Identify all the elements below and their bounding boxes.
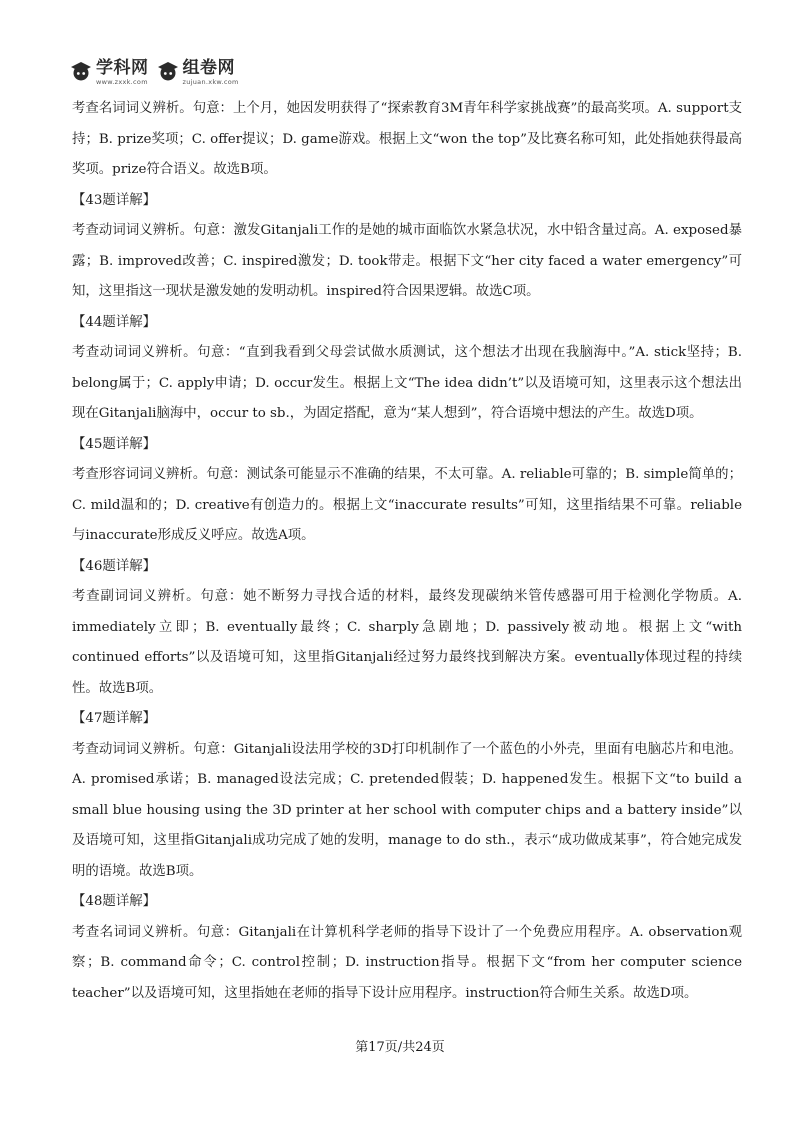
section-title-48: 【48题详解】 <box>72 894 156 909</box>
section-title-44: 【44题详解】 <box>72 314 156 330</box>
section-text-45: 考查形容词词义辨析。句意：测试条可能显示不准确的结果，不太可靠。A. reliable可靠的；B. simple简单的；C. mild温和的；D. creative有创造力的。根据上文“inaccurate results”可知，这里指结果不可靠。reliable与inaccurate形成反义呼应。故选A项。 <box>72 467 742 543</box>
page-number: 第17页/共24页 <box>355 1040 445 1055</box>
logo-name: 组卷网 <box>182 58 235 78</box>
intro-paragraph: 考查名词词义辨析。句意：上个月，她因发明获得了“探索教育3M青年科学家挑战赛”的最高奖项。A. support支持；B. prize奖项；C. offer提议；D. game游戏。根据上文“won the top”及比赛名称可知，此处指她获得最高奖项。prize符合语义。故选B项。 <box>72 101 742 177</box>
page-content <box>72 94 742 1009</box>
logo-url: zujuan.xkw.com <box>182 78 239 86</box>
section-title-43: 【43题详解】 <box>72 192 156 208</box>
page-header <box>70 58 370 92</box>
section-text-46: 考查副词词义辨析。句意：她不断努力寻找合适的材料，最终发现碳纳米管传感器可用于检测化学物质。A. immediately立即；B. eventually最终；C. sharply急剧地；D. passively被动地。根据上文“with continued efforts”以及语境可知，这里指Gitanjali经过努力最终找到解决方案。eventually体现过程的持续性。故选B项。 <box>72 589 742 696</box>
zujuanwang-logo[interactable] <box>157 58 239 86</box>
section-title-47: 【47题详解】 <box>72 711 156 726</box>
section-title-45: 【45题详解】 <box>72 436 156 452</box>
logo-url: www.zxxk.com <box>96 78 148 86</box>
section-text-47: 考查动词词义辨析。句意：Gitanjali设法用学校的3D打印机制作了一个蓝色的小外壳，里面有电脑芯片和电池。A. promised承诺；B. managed设法完成；C. pretended假装；D. happened发生。根据下文“to build a small blue housing using the 3D printer at her school with computer chips and a battery inside”以及语境可知，这里指Gitanjali成功完成了她的发明，manage to do sth.，表示“成功做成某事”，符合她完成发明的语境。故选B项。 <box>72 741 742 879</box>
graduate-cap-icon <box>70 60 92 82</box>
logo-name: 学科网 <box>96 58 149 78</box>
section-text-43: 考查动词词义辨析。句意：激发Gitanjali工作的是她的城市面临饮水紧急状况，水中铅含量过高。A. exposed暴露；B. improved改善；C. inspired激发；D. took带走。根据下文“her city faced a water emergency”可知，这里指这一现状是激发她的发明动机。inspired符合因果逻辑。故选C项。 <box>72 223 742 299</box>
section-title-46: 【46题详解】 <box>72 558 156 574</box>
section-text-48: 考查名词词义辨析。句意：Gitanjali在计算机科学老师的指导下设计了一个免费应用程序。A. observation观察；B. command命令；C. control控制；D. instruction指导。根据下文“from her computer science teacher”以及语境可知，这里指她在老师的指导下设计应用程序。instruction符合师生关系。故选D项。 <box>72 924 742 1001</box>
section-text-44: 考查动词词义辨析。句意：“直到我看到父母尝试做水质测试，这个想法才出现在我脑海中。”A. stick坚持；B. belong属于；C. apply申请；D. occur发生。根据上文“The idea didn’t”以及语境可知，这里表示这个想法出现在Gitanjali脑海中，occur to sb.，为固定搭配，意为“某人想到”，符合语境中想法的产生。故选D项。 <box>72 345 742 421</box>
graduate-cap-icon <box>157 60 179 82</box>
xuekewang-logo[interactable] <box>70 58 149 86</box>
